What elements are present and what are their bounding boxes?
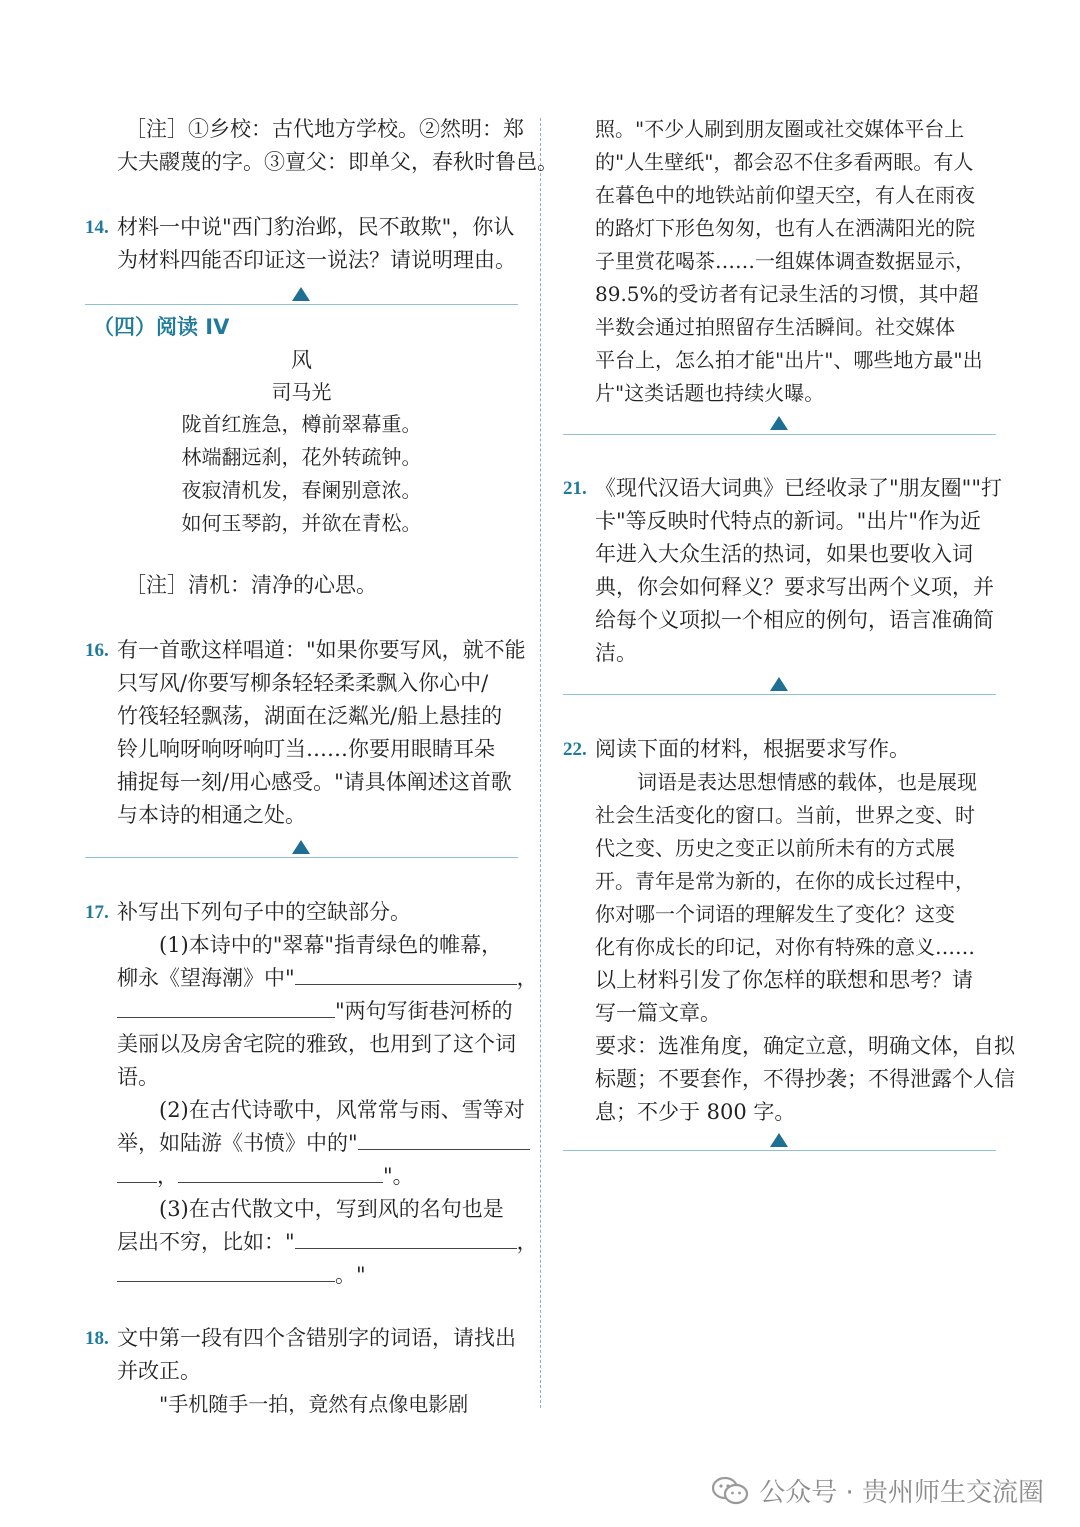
q22-requirements: 标题；不要套作，不得抄袭；不得泄露个人信 — [595, 1067, 1015, 1091]
punctuation: 。" — [335, 1263, 366, 1287]
q21-text: 《现代汉语大词典》已经收录了"朋友圈""打 — [595, 476, 1002, 500]
section-heading: （四）阅读 IV — [93, 315, 230, 339]
q14-text: 为材料四能否印证这一说法？请说明理由。 — [117, 248, 516, 272]
poem-line: 陇首红旌急，樽前翠幕重。 — [181, 412, 422, 436]
q21-text: 年进入大众生活的热词，如果也要收入词 — [595, 542, 973, 566]
q21-text: 典，你会如何释义？要求写出两个义项，并 — [595, 575, 994, 599]
q16-text: 捕捉每一刻/用心感受。"请具体阐述这首歌 — [117, 770, 512, 794]
answer-blank[interactable] — [295, 964, 517, 985]
q17-text: (1)本诗中的"翠幕"指青绿色的帷幕， — [159, 933, 503, 957]
poem-line: 林端翻远刹，花外转疏钟。 — [181, 445, 422, 469]
q18-text: 文中第一段有四个含错别字的词语，请找出 — [117, 1326, 516, 1350]
q17-text — [117, 962, 538, 995]
q22-requirements: 息；不少于 800 字。 — [595, 1100, 796, 1124]
q16-text: 与本诗的相通之处。 — [117, 803, 306, 827]
note-line: ［注］①乡校：古代地方学校。②然明：郑 — [125, 117, 524, 141]
punctuation: ， — [516, 966, 538, 990]
passage-line: 照。"不少人刷到朋友圈或社交媒体平台上 — [595, 117, 965, 141]
q17-text-part: 举，如陆游《书愤》中的" — [117, 1131, 358, 1155]
triangle-marker-icon — [292, 840, 310, 854]
punctuation: ， — [516, 1230, 538, 1254]
passage-line: 在暮色中的地铁站前仰望天空，有人在雨夜 — [595, 183, 975, 207]
q16-text: 有一首歌这样唱道："如果你要写风，就不能 — [117, 638, 526, 662]
answer-blank[interactable] — [358, 1129, 530, 1150]
section-rule — [563, 694, 996, 695]
punctuation: "。 — [383, 1164, 414, 1188]
passage-line: 片"这类话题也持续火曝。 — [595, 381, 825, 405]
q17-text: (3)在古代散文中，写到风的名句也是 — [159, 1197, 504, 1221]
q22-text: 以上材料引发了你怎样的联想和思考？请 — [595, 968, 973, 992]
q22-text: 写一篇文章。 — [595, 1001, 721, 1025]
q21-text: 给每个义项拟一个相应的例句，语言准确简 — [595, 608, 994, 632]
q22-title: 阅读下面的材料，根据要求写作。 — [595, 737, 910, 761]
answer-blank[interactable] — [295, 1228, 517, 1249]
section-rule — [563, 1150, 996, 1151]
q17-text — [117, 1160, 414, 1193]
poem-title: 风 — [291, 348, 312, 372]
q17-text — [117, 995, 513, 1028]
q22-material: 社会生活变化的窗口。当前，世界之变、时 — [595, 803, 975, 827]
q16-text: 竹筏轻轻飘荡，湖面在泛粼光/船上悬挂的 — [117, 704, 503, 728]
question-number-22: 22. — [563, 739, 587, 760]
triangle-marker-icon — [770, 416, 788, 430]
poem-line: 如何玉琴韵，并欲在青松。 — [181, 511, 422, 535]
passage-line: 平台上，怎么拍才能"出片"、哪些地方最"出 — [595, 348, 983, 372]
section-rule — [85, 304, 518, 305]
q17-text: (2)在古代诗歌中，风常常与雨、雪等对 — [159, 1098, 525, 1122]
question-number-21: 21. — [563, 478, 587, 499]
section-rule — [85, 857, 518, 858]
section-rule — [563, 434, 996, 435]
q17-text: 美丽以及房舍宅院的雅致，也用到了这个词 — [117, 1032, 516, 1056]
triangle-marker-icon — [292, 287, 310, 301]
question-number-17: 17. — [85, 902, 109, 923]
q17-text — [117, 1226, 538, 1259]
q17-text-part: "两句写街巷河桥的 — [335, 999, 513, 1023]
answer-blank[interactable] — [178, 1162, 383, 1183]
punctuation: ， — [157, 1164, 178, 1188]
wechat-icon — [711, 1476, 749, 1506]
passage-line: 的"人生壁纸"，都会忍不住多看两眼。有人 — [595, 150, 974, 174]
triangle-marker-icon — [770, 1133, 788, 1147]
passage-line: 子里赏花喝茶……一组媒体调查数据显示， — [595, 249, 975, 273]
q22-material: 化有你成长的印记，对你有特殊的意义…… — [595, 935, 975, 959]
q22-requirements: 要求：选准角度，确定立意，明确文体，自拟 — [595, 1034, 1015, 1058]
q17-text-part: 层出不穷，比如：" — [117, 1230, 295, 1254]
column-divider — [540, 118, 541, 1408]
answer-blank[interactable] — [117, 1261, 335, 1282]
answer-blank[interactable] — [117, 997, 335, 1018]
question-number-14: 14. — [85, 217, 109, 238]
poem-author: 司马光 — [271, 380, 332, 404]
q17-text: 语。 — [117, 1065, 159, 1089]
q18-passage: "手机随手一拍，竟然有点像电影剧 — [159, 1392, 469, 1416]
q18-text: 并改正。 — [117, 1359, 201, 1383]
q17-text-part: 柳永《望海潮》中" — [117, 966, 295, 990]
q21-text: 卡"等反映时代特点的新词。"出片"作为近 — [595, 509, 981, 533]
passage-line: 半数会通过拍照留存生活瞬间。社交媒体 — [595, 315, 955, 339]
passage-line: 的路灯下形色匆匆，也有人在洒满阳光的院 — [595, 216, 975, 240]
passage-line: 89.5%的受访者有记录生活的习惯，其中超 — [595, 282, 979, 306]
question-number-18: 18. — [85, 1328, 109, 1349]
q22-material: 开。青年是常为新的，在你的成长过程中， — [595, 869, 975, 893]
answer-blank[interactable] — [117, 1162, 157, 1183]
q22-material: 你对哪一个词语的理解发生了变化？这变 — [595, 902, 955, 926]
poem-note: ［注］清机：清净的心思。 — [125, 573, 377, 597]
watermark — [711, 1472, 1044, 1509]
q22-material: 代之变、历史之变正以前所未有的方式展 — [595, 836, 955, 860]
q17-text — [117, 1127, 530, 1160]
q17-text — [117, 1259, 366, 1292]
q17-title: 补写出下列句子中的空缺部分。 — [117, 900, 411, 924]
q16-text: 铃儿响呀响呀响叮当……你要用眼睛耳朵 — [117, 737, 495, 761]
watermark-text: 公众号 · 贵州师生交流圈 — [759, 1478, 1044, 1508]
q21-text: 洁。 — [595, 641, 637, 665]
q22-material: 词语是表达思想情感的载体，也是展现 — [637, 770, 977, 794]
q16-text: 只写风/你要写柳条轻轻柔柔飘入你心中/ — [117, 671, 489, 695]
q14-text: 材料一中说"西门豹治邺，民不敢欺"，你认 — [117, 215, 515, 239]
note-line: 大夫鬷蔑的字。③亶父：即单父，春秋时鲁邑。 — [117, 150, 558, 174]
poem-line: 夜寂清机发，春阑别意浓。 — [181, 478, 422, 502]
triangle-marker-icon — [770, 677, 788, 691]
question-number-16: 16. — [85, 640, 109, 661]
